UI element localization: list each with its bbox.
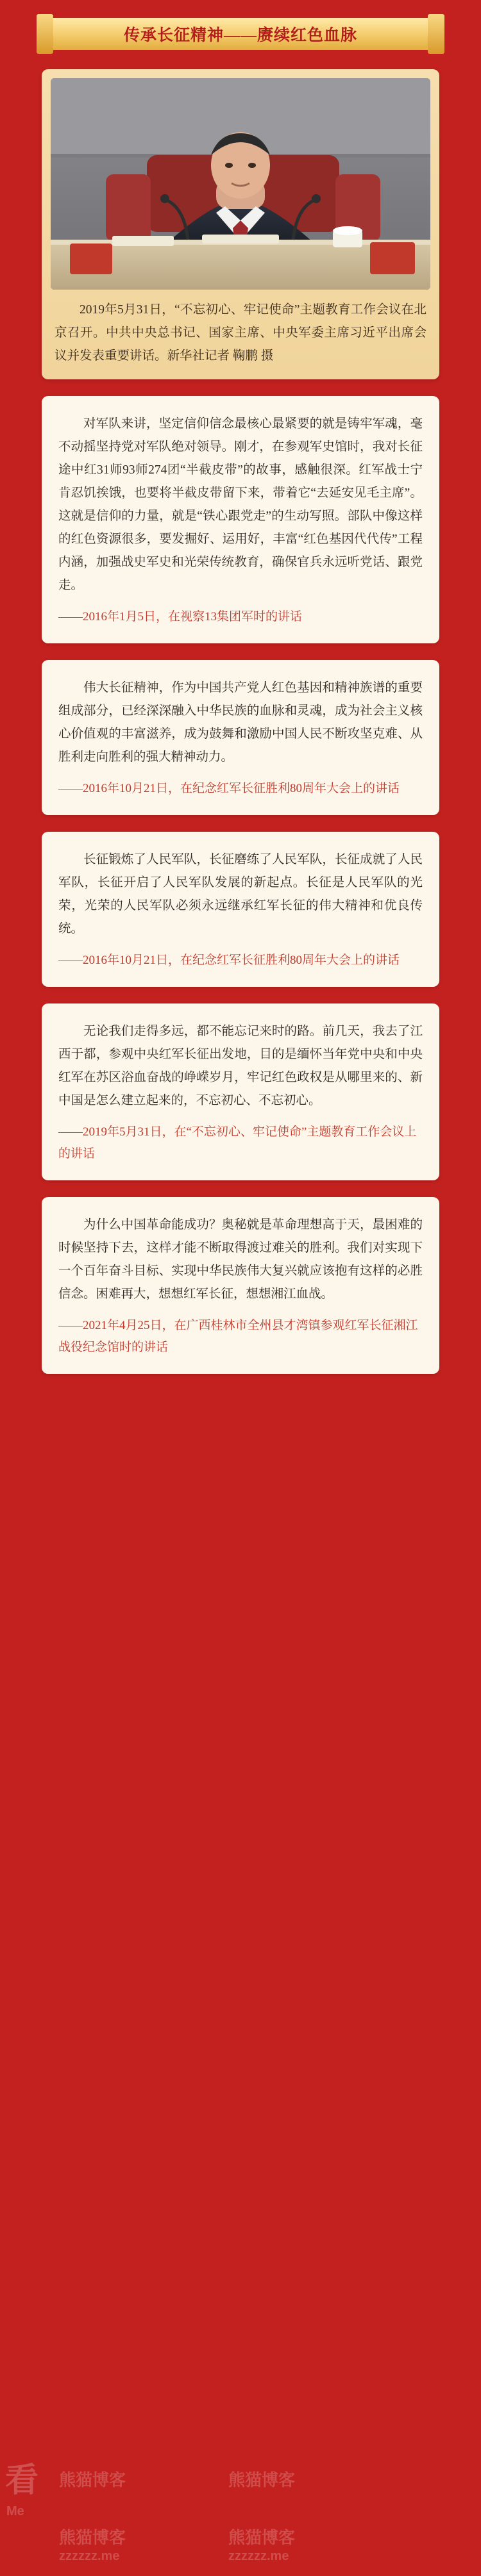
watermark-text: Me	[6, 2504, 24, 2518]
quote-card-4	[42, 1003, 439, 1180]
quote-body: 无论我们走得多远，都不能忘记来时的路。前几天，我去了江西于都，参观中央红军长征出发地，目的是缅怀当年党中央和中央红军在苏区浴血奋战的峥嵘岁月，牢记红色政权是从哪里来的、新中国是怎么建立起来的，不忘初心、不忘初心。	[58, 1025, 423, 1107]
page-title: 传承长征精神——赓续红色血脉	[123, 27, 357, 44]
quote-source: ——2021年4月25日，在广西桂林市全州县才湾镇参观红军长征湘江战役纪念馆时的讲话	[58, 1319, 418, 1354]
watermark-text: 熊猫博客	[59, 2470, 126, 2489]
photo-caption: 2019年5月31日，“不忘初心、牢记使命”主题教育工作会议在北京召开。中共中央总书记、国家主席、中央军委主席习近平出席会议并发表重要讲话。新华社记者 鞠鹏 摄	[55, 303, 426, 363]
quote-source: ——2016年10月21日，在纪念红军长征胜利80周年大会上的讲话	[58, 954, 400, 967]
watermark-text: 看	[5, 2462, 39, 2499]
watermark-text: 熊猫博客	[228, 2528, 296, 2547]
quote-card-1	[42, 396, 439, 643]
watermark-text: 熊猫博客	[228, 2470, 296, 2489]
quote-source: ——2019年5月31日，在“不忘初心、牢记使命”主题教育工作会议上的讲话	[58, 1125, 417, 1160]
quote-card-2	[42, 660, 439, 815]
watermark-text: 熊猫博客	[59, 2528, 126, 2547]
photo-illustration	[51, 78, 430, 290]
watermark-text: zzzzzz.me	[228, 2549, 289, 2563]
quote-body: 伟大长征精神，作为中国共产党人红色基因和精神族谱的重要组成部分，已经深深融入中华民族的血脉和灵魂，成为社会主义核心价值观的丰富滋养，成为鼓舞和激励中国人民不断攻坚克难、从胜利走向胜利的强大精神动力。	[58, 681, 423, 764]
leader-speech-photo	[51, 78, 430, 290]
quote-card-5	[42, 1197, 439, 1374]
page-banner	[42, 14, 439, 54]
watermark-text: zzzzzz.me	[59, 2549, 120, 2563]
quote-body: 为什么中国革命能成功？奥秘就是革命理想高于天，最困难的时候坚持下去，这样才能不断取得渡过难关的胜利。我们对实现下一个百年奋斗目标、实现中华民族伟大复兴就应该抱有这样的必胜信念。困难再大，想想红军长征，想想湘江血战。	[58, 1218, 423, 1301]
quote-body: 长征锻炼了人民军队，长征磨练了人民军队，长征成就了人民军队，长征开启了人民军队发展的新起点。长征是人民军队的光荣，光荣的人民军队必须永远继承红军长征的伟大精神和优良传统。	[58, 853, 423, 936]
quote-source: ——2016年10月21日，在纪念红军长征胜利80周年大会上的讲话	[58, 782, 400, 795]
photo-card	[42, 69, 439, 379]
quote-body: 对军队来讲，坚定信仰信念最核心最紧要的就是铸牢军魂，毫不动摇坚持党对军队绝对领导。刚才，在参观军史馆时，我对长征途中红31师93师274团“半截皮带”的故事，感触很深。红军战士宁肯忍饥挨饿，也要将半截皮带留下来，带着它“去延安见毛主席”。这就是信仰的力量，就是“铁心跟党走”的生动写照。部队中像这样的红色资源很多，要发掘好、运用好，丰富“红色基因代代传”工程内涵，加强战史军史和光荣传统教育，确保官兵永远听党话、跟党走。	[58, 417, 423, 592]
quote-source: ——2016年1月5日，在视察13集团军时的讲话	[58, 610, 303, 623]
quote-card-3	[42, 832, 439, 987]
